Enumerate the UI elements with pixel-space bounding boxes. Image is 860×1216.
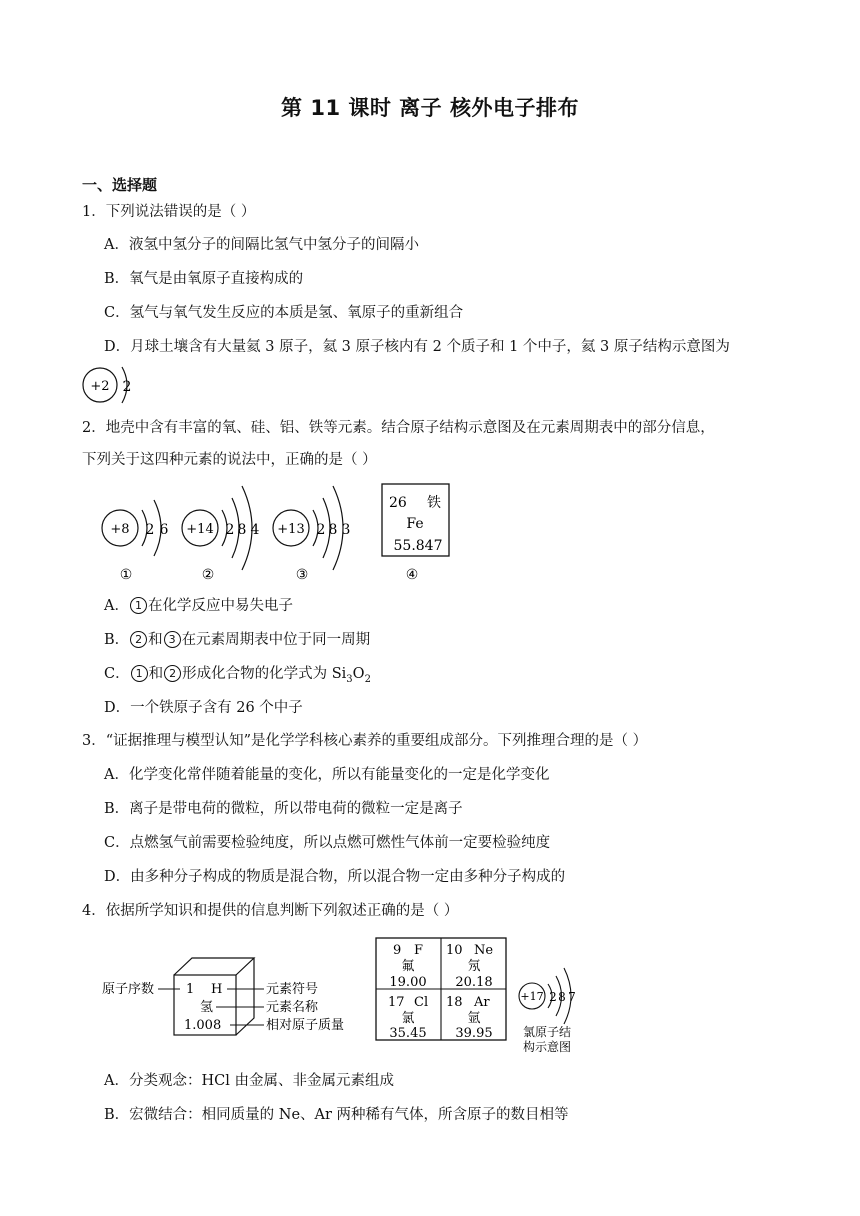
q2-option-b: B． 2 和 3 在元素周期表中位于同一周期 <box>104 632 371 648</box>
svg-text:Cl: Cl <box>414 995 429 1010</box>
svg-text:55.847: 55.847 <box>393 538 443 554</box>
q1-option-b: B．氧气是由氧原子直接构成的 <box>104 271 304 287</box>
svg-text:Fe: Fe <box>406 516 424 532</box>
chlorine-atom-diagram <box>519 968 576 1054</box>
svg-text:氯原子结: 氯原子结 <box>522 1025 572 1039</box>
helium-shell-electrons: 2 <box>122 379 132 395</box>
svg-text:氖: 氖 <box>467 959 481 974</box>
svg-text:1: 1 <box>186 982 195 997</box>
svg-text:元素名称: 元素名称 <box>266 1000 319 1015</box>
svg-text:元素符号: 元素符号 <box>266 982 319 997</box>
svg-text:H: H <box>211 982 223 997</box>
svg-text:原子序数: 原子序数 <box>102 982 155 997</box>
svg-text:3: 3 <box>341 522 351 538</box>
q3-option-c: C．点燃氢气前需要检验纯度，所以点燃可燃性气体前一定要检验纯度 <box>104 835 551 851</box>
q3-stem: 3．“证据推理与模型认知”是化学学科核心素养的重要组成部分。下列推理合理的是（ ） <box>82 733 648 749</box>
svg-text:氯: 氯 <box>401 1011 415 1026</box>
q4-figure <box>96 930 586 1060</box>
element-key-cube <box>102 958 344 1035</box>
svg-text:氟: 氟 <box>401 959 415 974</box>
q1-option-a: A．液氢中氢分子的间隔比氢气中氢分子的间隔小 <box>104 237 419 253</box>
cell-neon <box>446 943 493 990</box>
q4-stem: 4．依据所学知识和提供的信息判断下列叙述正确的是（ ） <box>82 903 459 919</box>
q2-option-d: D．一个铁原子含有 26 个中子 <box>104 700 303 716</box>
label-circle-2: ② <box>201 567 215 583</box>
svg-text:26: 26 <box>389 495 407 511</box>
svg-text:+8: +8 <box>110 522 130 537</box>
svg-text:+13: +13 <box>277 522 305 537</box>
svg-text:10: 10 <box>446 943 463 958</box>
svg-text:8: 8 <box>237 522 247 538</box>
cell-fluorine <box>389 943 426 990</box>
q1-option-d: D．月球土壤含有大量氦 3 原子，氦 3 原子核内有 2 个质子和 1 个中子，氦 3 原子结构示意图为 <box>104 339 730 355</box>
q1-stem: 1．下列说法错误的是（ ） <box>82 204 256 220</box>
svg-text:Ne: Ne <box>474 943 494 958</box>
q3-option-d: D．由多种分子构成的物质是混合物，所以混合物一定由多种分子构成的 <box>104 869 566 885</box>
q4-option-a: A．分类观念：HCl 由金属、非金属元素组成 <box>104 1073 394 1089</box>
svg-text:20.18: 20.18 <box>455 975 493 990</box>
svg-text:Ar: Ar <box>474 995 490 1010</box>
svg-text:2: 2 <box>549 990 557 1004</box>
svg-text:9: 9 <box>393 943 402 958</box>
svg-text:8: 8 <box>558 990 566 1004</box>
iron-periodic-cell <box>382 484 449 583</box>
svg-text:氩: 氩 <box>467 1011 481 1026</box>
q2-stem-line2: 下列关于这四种元素的说法中，正确的是（ ） <box>82 452 377 468</box>
svg-text:构示意图: 构示意图 <box>522 1040 572 1054</box>
svg-text:6: 6 <box>159 522 169 538</box>
periodic-table-fragment <box>376 938 506 1041</box>
svg-text:2: 2 <box>225 522 235 538</box>
label-circle-4: ④ <box>405 567 419 583</box>
svg-text:2: 2 <box>145 522 155 538</box>
svg-text:35.45: 35.45 <box>389 1026 427 1041</box>
svg-text:18: 18 <box>446 995 463 1010</box>
cell-argon <box>446 995 493 1041</box>
label-circle-3: ③ <box>295 567 309 583</box>
section-heading: 一、选择题 <box>82 176 158 194</box>
svg-text:19.00: 19.00 <box>389 975 427 990</box>
svg-text:7: 7 <box>568 990 576 1004</box>
q2-option-a: A． 1 在化学反应中易失电子 <box>104 598 293 614</box>
q4-option-b: B．宏微结合：相同质量的 Ne、Ar 两种稀有气体，所含原子的数目相等 <box>104 1107 569 1123</box>
oxygen-atom-diagram <box>102 500 169 583</box>
q2-option-c: C． 1 和 2 形成化合物的化学式为 $Si_3O_2$ <box>104 666 371 685</box>
q2-stem-line1: 2．地壳中含有丰富的氧、硅、铝、铁等元素。结合原子结构示意图及在元素周期表中的部分信息， <box>82 420 715 436</box>
svg-text:+17: +17 <box>520 990 544 1003</box>
q3-option-a: A．化学变化常伴随着能量的变化，所以有能量变化的一定是化学变化 <box>104 767 550 783</box>
svg-text:39.95: 39.95 <box>455 1026 493 1041</box>
svg-text:+14: +14 <box>186 522 214 537</box>
q3-option-b: B．离子是带电荷的微粒，所以带电荷的微粒一定是离子 <box>104 801 463 817</box>
svg-text:2: 2 <box>316 522 326 538</box>
svg-text:F: F <box>414 943 424 958</box>
svg-text:17: 17 <box>388 995 405 1010</box>
svg-text:相对原子质量: 相对原子质量 <box>266 1018 345 1033</box>
svg-text:8: 8 <box>328 522 338 538</box>
q2-figure <box>96 478 466 586</box>
page-title: 第 11 课时 离子 核外电子排布 <box>281 96 579 120</box>
svg-text:氢: 氢 <box>200 1000 214 1015</box>
svg-text:4: 4 <box>250 522 260 538</box>
helium-nucleus-charge: +2 <box>90 379 110 394</box>
silicon-atom-diagram <box>182 486 260 583</box>
q1-option-c: C．氢气与氧气发生反应的本质是氢、氧原子的重新组合 <box>104 305 464 321</box>
label-circle-1: ① <box>119 567 133 583</box>
aluminium-atom-diagram <box>273 486 350 583</box>
helium3-structure-diagram <box>80 362 140 408</box>
svg-text:铁: 铁 <box>427 495 441 511</box>
svg-text:1.008: 1.008 <box>184 1018 222 1033</box>
cell-chlorine <box>388 995 428 1041</box>
